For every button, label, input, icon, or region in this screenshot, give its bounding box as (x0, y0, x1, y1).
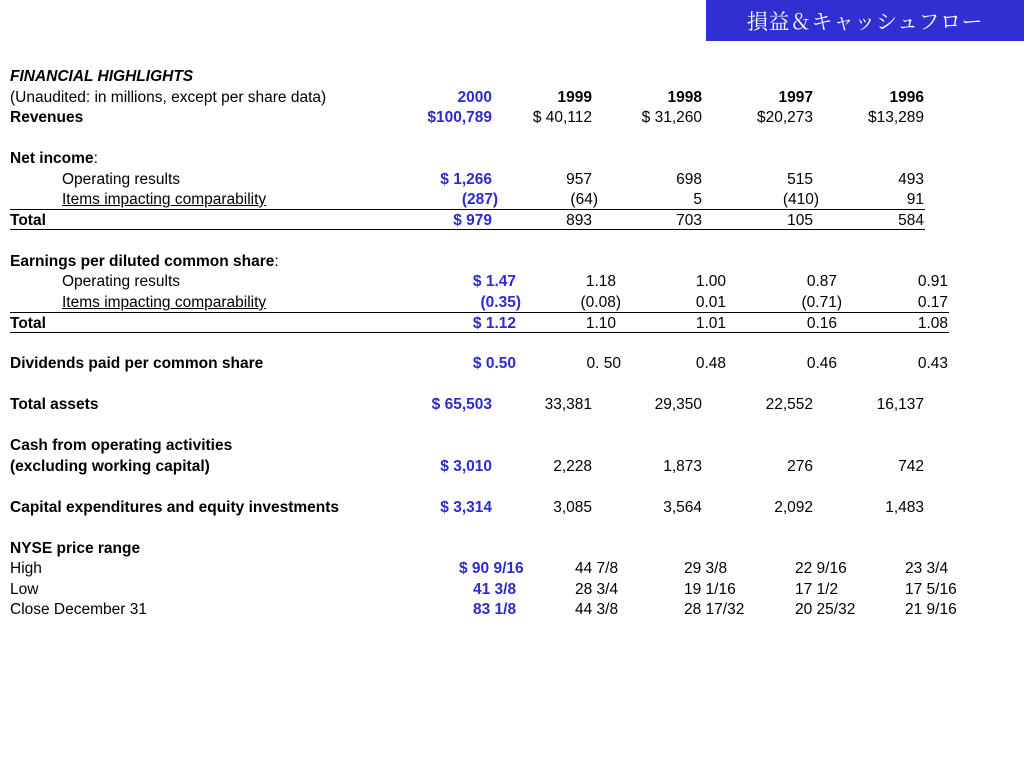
ni-divider (10, 209, 925, 210)
total-assets-1998: 29,350 (654, 396, 702, 413)
revenues-1997: $20,273 (756, 109, 813, 126)
eps-items-1999: (0.08) (580, 294, 621, 311)
nyse-high-label: High (10, 560, 42, 577)
dividends-1996: 0.43 (917, 355, 948, 372)
nyse-high-1998: 29 3/8 (684, 560, 728, 577)
net-income-heading (10, 149, 98, 169)
eps-total-label: Total (10, 315, 46, 332)
nyse-low-1997: 17 1/2 (795, 581, 839, 598)
nyse-close-label: Close December 31 (10, 601, 147, 618)
nyse-close-1996: 21 9/16 (905, 601, 957, 618)
eps-items-1996: 0.17 (917, 294, 948, 311)
eps-total-1996: 1.08 (917, 315, 948, 332)
eps-colon: : (274, 253, 279, 270)
dividends-1997: 0.46 (806, 355, 837, 372)
eps-total-1999: 1.10 (585, 315, 616, 332)
eps-operating-1997: 0.87 (806, 273, 837, 290)
eps-items-1997: (0.71) (801, 294, 842, 311)
ni-total-1997: 105 (787, 212, 813, 229)
eps-operating-1999: 1.18 (585, 273, 616, 290)
nyse-high-1996: 23 3/4 (905, 560, 949, 577)
ni-operating-label: Operating results (62, 171, 181, 188)
revenues-label: Revenues (10, 109, 84, 126)
nyse-low-label: Low (10, 581, 39, 598)
cash-ops-label-1: Cash from operating activities (10, 437, 233, 454)
eps-operating-label: Operating results (62, 273, 181, 290)
capex-1997: 2,092 (774, 499, 813, 516)
year-1996: 1996 (889, 89, 924, 106)
capex-1996: 1,483 (885, 499, 924, 516)
eps-items-2000: (0.35) (480, 294, 521, 311)
ni-items-1996: 91 (906, 191, 924, 208)
year-1999: 1999 (557, 89, 592, 106)
total-assets-1996: 16,137 (876, 396, 924, 413)
revenues-1998: $ 31,260 (641, 109, 702, 126)
dividends-1999: 0. 50 (586, 355, 621, 372)
eps-total-underline (10, 332, 949, 333)
cash-ops-label-2: (excluding working capital) (10, 458, 210, 475)
eps-operating-2000: $ 1.47 (472, 273, 516, 290)
year-1997: 1997 (778, 89, 813, 106)
cash-ops-2000: $ 3,010 (440, 458, 492, 475)
eps-items-label: Items impacting comparability (62, 294, 267, 311)
year-2000: 2000 (457, 89, 492, 106)
nyse-high-2000: $ 90 9/16 (459, 560, 524, 577)
year-1998: 1998 (667, 89, 702, 106)
nyse-high-1997: 22 9/16 (795, 560, 847, 577)
nyse-close-2000: 83 1/8 (473, 601, 517, 618)
eps-total-2000: $ 1.12 (472, 315, 516, 332)
ni-total-label: Total (10, 212, 46, 229)
cash-ops-1998: 1,873 (663, 458, 702, 475)
nyse-label: NYSE price range (10, 540, 141, 557)
ni-items-1999: (64) (570, 191, 598, 208)
revenues-1999: $ 40,112 (532, 109, 592, 126)
net-income-label: Net income (10, 150, 94, 167)
nyse-low-2000: 41 3/8 (473, 581, 517, 598)
nyse-high-1999: 44 7/8 (575, 560, 619, 577)
total-assets-1997: 22,552 (765, 396, 813, 413)
dividends-label: Dividends paid per common share (10, 355, 264, 372)
cash-ops-1999: 2,228 (553, 458, 592, 475)
dividends-1998: 0.48 (695, 355, 726, 372)
ni-total-1999: 893 (566, 212, 592, 229)
ni-total-underline (10, 229, 925, 230)
cash-ops-1997: 276 (787, 458, 813, 475)
net-income-colon: : (93, 150, 98, 167)
ni-items-2000: (287) (461, 191, 498, 208)
capex-label: Capital expenditures and equity investments (10, 499, 340, 516)
nyse-close-1999: 44 3/8 (575, 601, 619, 618)
ni-items-1997: (410) (782, 191, 819, 208)
capex-2000: $ 3,314 (440, 499, 492, 516)
ni-operating-2000: $ 1,266 (440, 171, 492, 188)
nyse-low-1998: 19 1/16 (684, 581, 736, 598)
section-banner: 損益＆キャッシュフロー (706, 0, 1024, 41)
eps-operating-1996: 0.91 (917, 273, 948, 290)
ni-items-1998: 5 (693, 191, 702, 208)
ni-total-2000: $ 979 (453, 212, 492, 229)
eps-items-1998: 0.01 (695, 294, 726, 311)
eps-total-1998: 1.01 (695, 315, 726, 332)
ni-operating-1999: 957 (566, 171, 592, 188)
eps-label: Earnings per diluted common share (10, 253, 275, 270)
capex-1998: 3,564 (663, 499, 702, 516)
nyse-low-1999: 28 3/4 (575, 581, 619, 598)
revenues-2000: $100,789 (427, 109, 492, 126)
ni-operating-1996: 493 (898, 171, 924, 188)
total-assets-label: Total assets (10, 396, 99, 413)
revenues-1996: $13,289 (867, 109, 924, 126)
report-subtitle: (Unaudited: in millions, except per share data) (10, 89, 327, 106)
total-assets-2000: $ 65,503 (431, 396, 492, 413)
nyse-low-1996: 17 5/16 (905, 581, 957, 598)
ni-operating-1997: 515 (787, 171, 813, 188)
total-assets-1999: 33,381 (544, 396, 592, 413)
eps-operating-1998: 1.00 (695, 273, 726, 290)
ni-total-1998: 703 (676, 212, 702, 229)
nyse-close-1997: 20 25/32 (795, 601, 856, 618)
nyse-close-1998: 28 17/32 (684, 601, 745, 618)
ni-items-label: Items impacting comparability (62, 191, 267, 208)
ni-total-1996: 584 (898, 212, 924, 229)
report-title: FINANCIAL HIGHLIGHTS (10, 68, 194, 85)
dividends-2000: $ 0.50 (472, 355, 516, 372)
eps-heading (10, 252, 279, 272)
eps-total-1997: 0.16 (806, 315, 837, 332)
eps-divider (10, 312, 949, 313)
ni-operating-1998: 698 (676, 171, 702, 188)
cash-ops-1996: 742 (898, 458, 924, 475)
capex-1999: 3,085 (553, 499, 592, 516)
